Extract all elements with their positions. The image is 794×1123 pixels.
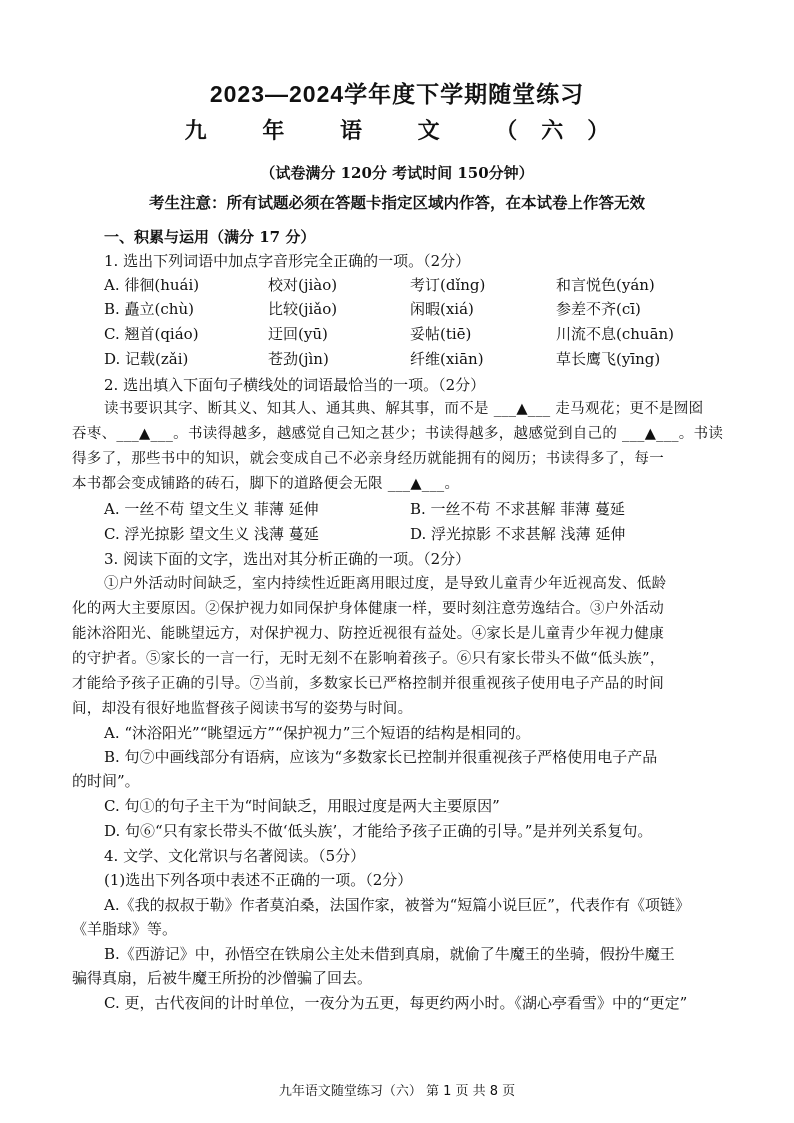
q3-stem: 3. 阅读下面的文字，选出对其分析正确的一项。（2分）: [104, 550, 471, 568]
q4-option-a: A.《我的叔叔于勒》作者莫泊桑，法国作家，被誉为“短篇小说巨匠”，代表作有《项链》: [104, 896, 690, 914]
q3-passage-line-5: 才能给予孩子正确的引导。⑦当前，多数家长已严格控制并很重视孩子使用电子产品的时间: [72, 676, 664, 692]
q3-option-c: C. 句①的句子主干为“时间缺乏，用眼过度是两大主要原因”: [104, 797, 500, 815]
q4-option-b-cont: 骗得真扇，后被牛魔王所扮的沙僧骗了回去。: [72, 969, 373, 987]
page-footer: 九年语文随堂练习（六） 第 1 页 共 8 页: [278, 1084, 516, 1099]
q2-option-b: B. 一丝不苟 不求甚解 菲薄 蔓延: [410, 500, 625, 518]
q1-option-a3: 考订(dǐng): [410, 276, 486, 294]
q1-stem: 1. 选出下列词语中加点字音形完全正确的一项。（2分）: [104, 252, 471, 270]
q1-option-b4: 参差不齐(cī): [556, 300, 641, 318]
q1-option-a2: 校对(jiào): [268, 276, 338, 294]
q2-stem: 2. 选出填入下面句子横线处的词语最恰当的一项。（2分）: [104, 376, 486, 394]
exam-info: （试卷满分 120分 考试时间 150分钟）: [260, 164, 534, 182]
q3-passage-line-6: 间，却没有很好地监督孩子阅读书写的姿势与时间。: [72, 701, 413, 717]
q4-sub1-stem: (1)选出下列各项中表述不正确的一项。（2分）: [104, 871, 413, 889]
q3-passage-line-4: 的守护者。⑤家长的一言一行，无时无刻不在影响着孩子。⑥只有家长带头不做“低头族”，: [72, 651, 665, 667]
section1-heading: 一、积累与运用（满分 17 分）: [104, 228, 316, 246]
q3-option-b-cont: 的时间”。: [72, 772, 140, 790]
q4-option-b: B.《西游记》中，孙悟空在铁扇公主处未借到真扇，就偷了牛魔王的坐骑，假扮牛魔王: [104, 945, 675, 963]
q3-option-d: D. 句⑥“只有家长带头不做‘低头族’，才能给予孩子正确的引导。”是并列关系复句。: [104, 822, 653, 840]
q2-passage-line-4: 本书都会变成铺路的砖石，脚下的道路便会无限 ___▲___。: [72, 476, 460, 492]
q1-option-d4: 草长鹰飞(yīng): [556, 350, 661, 368]
subtitle: 九 年 语 文 （六）: [184, 118, 634, 144]
q3-passage-line-1: ①户外活动时间缺乏，室内持续性近距离用眼过度，是导致儿童青少年近视高发、低龄: [104, 576, 667, 592]
q1-option-a1: A. 徘徊(huái): [104, 276, 200, 294]
q3-passage-line-2: 化的两大主要原因。②保护视力如同保护身体健康一样，要时刻注意劳逸结合。③户外活动: [72, 601, 664, 617]
q4-option-a-cont: 《羊脂球》等。: [72, 920, 178, 938]
q2-option-c: C. 浮光掠影 望文生义 浅薄 蔓延: [104, 525, 319, 543]
q1-option-c3: 妥帖(tiē): [410, 325, 472, 343]
q4-stem: 4. 文学、文化常识与名著阅读。（5分）: [104, 847, 366, 865]
q1-option-d2: 苍劲(jìn): [268, 350, 329, 368]
q2-passage-line-1: 读书要识其字、断其义、知其人、通其典、解其事，而不是 ___▲___ 走马观花；更不是囫囵: [104, 401, 704, 417]
q2-option-a: A. 一丝不苟 望文生义 菲薄 延伸: [104, 500, 319, 518]
main-title: 2023—2024学年度下学期随堂练习: [209, 81, 585, 107]
q3-passage-line-3: 能沐浴阳光、能眺望远方，对保护视力、防控近视很有益处。④家长是儿童青少年视力健康: [72, 626, 664, 642]
q2-option-d: D. 浮光掠影 不求甚解 浅薄 延伸: [410, 525, 626, 543]
q4-option-c: C. 更，古代夜间的计时单位，一夜分为五更，每更约两小时。《湖心亭看雪》中的“更定”: [104, 994, 688, 1012]
q1-option-a4: 和言悦色(yán): [556, 276, 655, 294]
q1-option-b1: B. 矗立(chù): [104, 300, 194, 318]
q2-passage-line-2: 吞枣、___▲___。书读得越多，越感觉自己知之甚少；书读得越多，越感觉到自己的 ___▲___。书读: [72, 426, 724, 442]
q1-option-b3: 闲暇(xiá): [410, 300, 474, 318]
q2-passage-line-3: 得多了，那些书中的知识，就会变成自己不必亲身经历就能拥有的阅历；书读得多了，每一: [72, 451, 664, 467]
q1-option-c4: 川流不息(chuān): [556, 325, 675, 343]
q1-option-c2: 迂回(yū): [268, 325, 328, 343]
q3-option-a: A. “沐浴阳光”“眺望远方”“保护视力”三个短语的结构是相同的。: [104, 724, 531, 742]
q1-option-b2: 比较(jiǎo): [268, 300, 338, 318]
q1-option-d1: D. 记载(zǎi): [104, 350, 189, 368]
q3-option-b: B. 句⑦中画线部分有语病，应该为“多数家长已控制并很重视孩子严格使用电子产品: [104, 748, 658, 766]
q1-option-c1: C. 翘首(qiáo): [104, 325, 199, 343]
q1-option-d3: 纤维(xiān): [410, 350, 484, 368]
exam-notice: 考生注意：所有试题必须在答题卡指定区域内作答，在本试卷上作答无效: [148, 193, 645, 212]
